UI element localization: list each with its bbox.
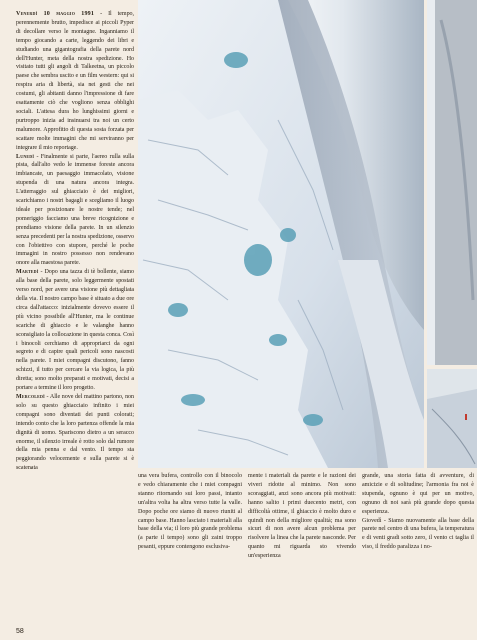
paragraph-text: - Alle nove del mattino partono, non solo su questo ghiacciaio infinito i miei compagni sono diventati dei punti colorati; intendo conto che la loro partenza offende la mia dignità di uomo. Spariscono dietro a un seracco enorme, il silenzio irreale è rotto solo dal rumore della mia penna e dal vento. Il tempo sta peggiorando velocemente e sulla parete si è scatenata: [16, 393, 134, 472]
paragraph-friday: [16, 10, 134, 153]
bottom-column-3: [362, 472, 474, 552]
glacier-photo-image: [138, 0, 424, 468]
bottom-column-1: [138, 472, 242, 552]
paragraph-wednesday: [16, 393, 134, 473]
day-heading: Venerdì 10 maggio 1991: [16, 11, 95, 17]
side-photo-top-image: [427, 0, 477, 365]
bottom-column-2: [248, 472, 356, 561]
day-heading: Lunedì: [16, 153, 35, 160]
glacier-photo: [138, 0, 424, 468]
day-heading: Martedì: [16, 269, 39, 276]
paragraph-thursday: Giovedì - Siamo nuovamente alla base della parete nel centro di una bufera, la temperatura e di venti gradi sotto zero, il vento ci taglia il viso, il freddo paralizza i no-: [362, 517, 474, 551]
paragraph-monday: [16, 153, 134, 269]
paragraph-tuesday: [16, 268, 134, 393]
side-photo-bottom: [427, 369, 477, 468]
side-photo-top: [427, 0, 477, 365]
paragraph-text: - Finalmente si parte, l'aereo rulla sulla pista, dall'alto vedo le immense foreste ancora imbiancate, un paesaggio immacolato, visione stupenda di una natura ancora integra. L'atterraggio sul ghiacciaio è dei migliori, scarichiamo i nostri bagagli e scegliamo il luogo ideale per posizionare le nostre tende; nel pomeriggio facciamo una breve ricognizione e prendiamo visione della parete. In un silenzio senza precedenti per la nostra spedizione, osservo con l'obiettivo con stupore, perché le poche immagini in nostro possesso non rendevano onore alla maestosa parete.: [16, 153, 134, 267]
page-number: 58: [16, 628, 24, 635]
day-heading: Mercoledì: [16, 393, 45, 400]
left-text-column: [16, 10, 134, 473]
paragraph-text: mente i materiali da parete e le razioni dei viveri ridotte al minimo. Non sono scoraggiati, anzi sono ancora più motivati: hanno salito i primi duecento metri, con difficoltà ottime, il ghiaccio è molto duro e quindi non della migliore qualità; ma sono sicuri di non avere alcun problema per risolvere la linea che la parete nasconde. Per quanto mi riguarda sto vivendo un'esperienza: [248, 473, 356, 560]
paragraph-text: - Il tempo, perennemente brutto, impedisce ai piccoli Pyper di decollare verso le montagne. Inganniamo il tempo giocando a carte, leggendo dei libri e studiando una gigantografia della parete nord dell'Hunter, meta della nostra spedizione. Ho visitato tutti gli angoli di Talkeetna, un piccolo paese che sembra uscito e un film western: qui si respira aria di libertà, sia nei gesti che nei costumi, gli abitanti danno l'impressione di fare esattamente ciò che vogliono senza obblighi sociali. L'attesa dura ho lunghissimi giorni e purtroppo inizia ad insinuarsi tra noi un certo malumore. Approfitto di questa sosta forzata per scattare molte immagini che mi serviranno per integrare il mio reportage.: [16, 11, 134, 151]
paragraph-text: - Dopo una tazza di tè bollente, siamo alla base della parete, solo leggermente spostati verso nord, per avere una visione più dettagliata della via. Il nostro campo base è situato a due ore circa dall'attacco: inizialmente dovevo essere il più vicino possibile all'Hunter, ma le continue scariche di ghiaccio e le valanghe hanno sconsigliato la collocazione in questa conca. Così i binocoli cerchiamo di appropriarci da ogni segreto e di capire quali pericoli sono nascosti nella parete. I miei compagni discutono, fanno schizzi, il tutto per cercare la via logica, la più diretta; sono molto preparati e motivati, decisi a portare a termine il loro progetto.: [16, 269, 134, 392]
side-photo-bottom-image: [427, 369, 477, 468]
paragraph-text: una vera bufera, controllo con il binocolo e vedo chiaramente che i miei compagni stanno ritornando sui loro passi, intanto un'altra volta ha altra verso tutte la valle. Dopo poche ore siamo di nuovo riuniti al campo base. Hanno lasciato i materiali alla base della via; il loro più grande problema (a parte il tempo) sono gli zaini troppo pesanti, eppure contengono esclusiva-: [138, 473, 242, 551]
paragraph-text: grande, una storia fatta di avventure, di amicizie e di solitudine; l'armonia fra noi è stupenda, ognuno è qui per un motivo, ognuno di noi sarà più grande dopo questa esperienza.: [362, 473, 474, 515]
